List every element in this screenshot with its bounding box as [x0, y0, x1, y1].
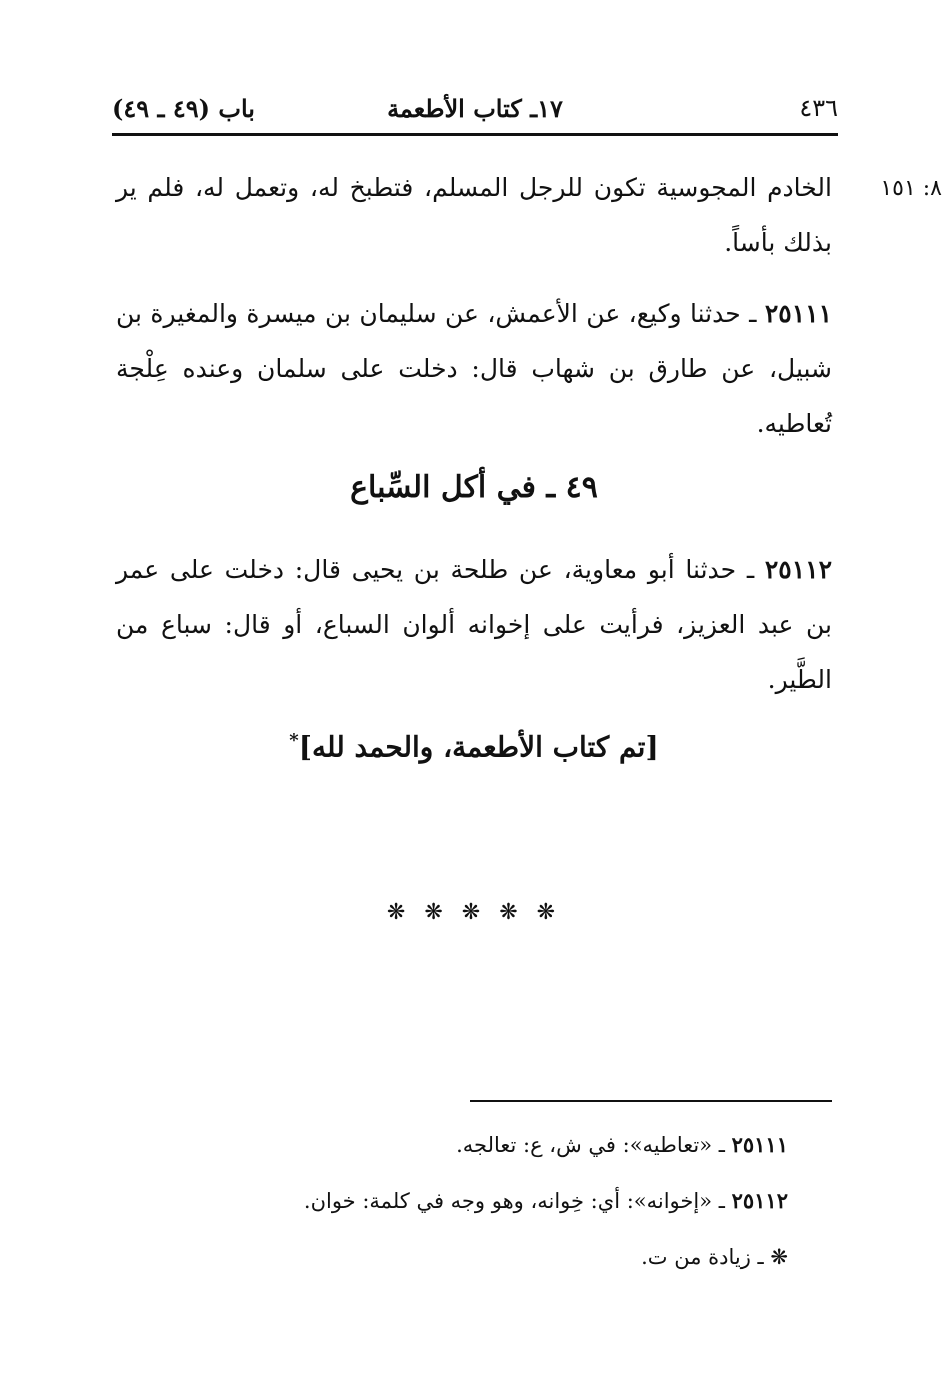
- intro-text: الخادم المجوسية تكون للرجل المسلم، فتطبخ له، وتعمل له، فلم ير بذلك بأساً.: [116, 173, 832, 257]
- footnote-divider: [470, 1100, 832, 1102]
- colophon-mark: *: [289, 730, 299, 751]
- book-colophon: [0, 730, 948, 763]
- hadith-number: ٢٥١١٢: [764, 555, 832, 584]
- hadith-25112: [116, 542, 832, 707]
- hadith-25111: [116, 286, 832, 451]
- hadith-text: ـ حدثنا أبو معاوية، عن طلحة بن يحيى قال: دخلت على عمر بن عبد العزيز، فرأيت على إخوانه ألوان السباع، أو قال: سباع من الطَّير.: [116, 555, 832, 694]
- hadith-text: ـ حدثنا وكيع، عن الأعمش، عن سليمان بن ميسرة والمغيرة بن شبيل، عن طارق بن شهاب قال: دخلت على سلمان وعنده عِلْجة تُعاطيه.: [116, 299, 832, 438]
- page-number: ٤٣٦: [799, 94, 838, 122]
- footnote-asterisk: [108, 1242, 788, 1272]
- margin-reference: ٨: ١٥١: [880, 176, 942, 201]
- footnote-25112: [108, 1186, 788, 1216]
- footnote-text: ـ «إخوانه»: أي: خِوانه، وهو وجه في كلمة: خوان.: [303, 1189, 725, 1213]
- book-title: ١٧ـ كتاب الأطعمة: [387, 94, 563, 123]
- colophon-text: [تم كتاب الأطعمة، والحمد لله]: [298, 730, 659, 764]
- footnote-text: ـ زيادة من ت.: [641, 1245, 764, 1269]
- intro-paragraph: [116, 160, 832, 270]
- section-heading: ٤٩ ـ في أكل السِّباع: [350, 470, 598, 505]
- footnote-text: ـ «تعاطيه»: في ش، ع: تعالجه.: [456, 1133, 725, 1157]
- running-header: [112, 88, 838, 132]
- separator-stars: ❋ ❋ ❋ ❋ ❋: [386, 900, 562, 925]
- footnote-25111: [108, 1130, 788, 1160]
- footnote-number: ٢٥١١٢: [731, 1188, 788, 1213]
- header-divider: [112, 133, 838, 136]
- hadith-number: ٢٥١١١: [764, 299, 832, 328]
- footnote-mark: ❋: [770, 1245, 788, 1269]
- footnote-number: ٢٥١١١: [731, 1132, 788, 1157]
- chapter-range: باب (٤٩ ـ ٤٩): [112, 94, 255, 123]
